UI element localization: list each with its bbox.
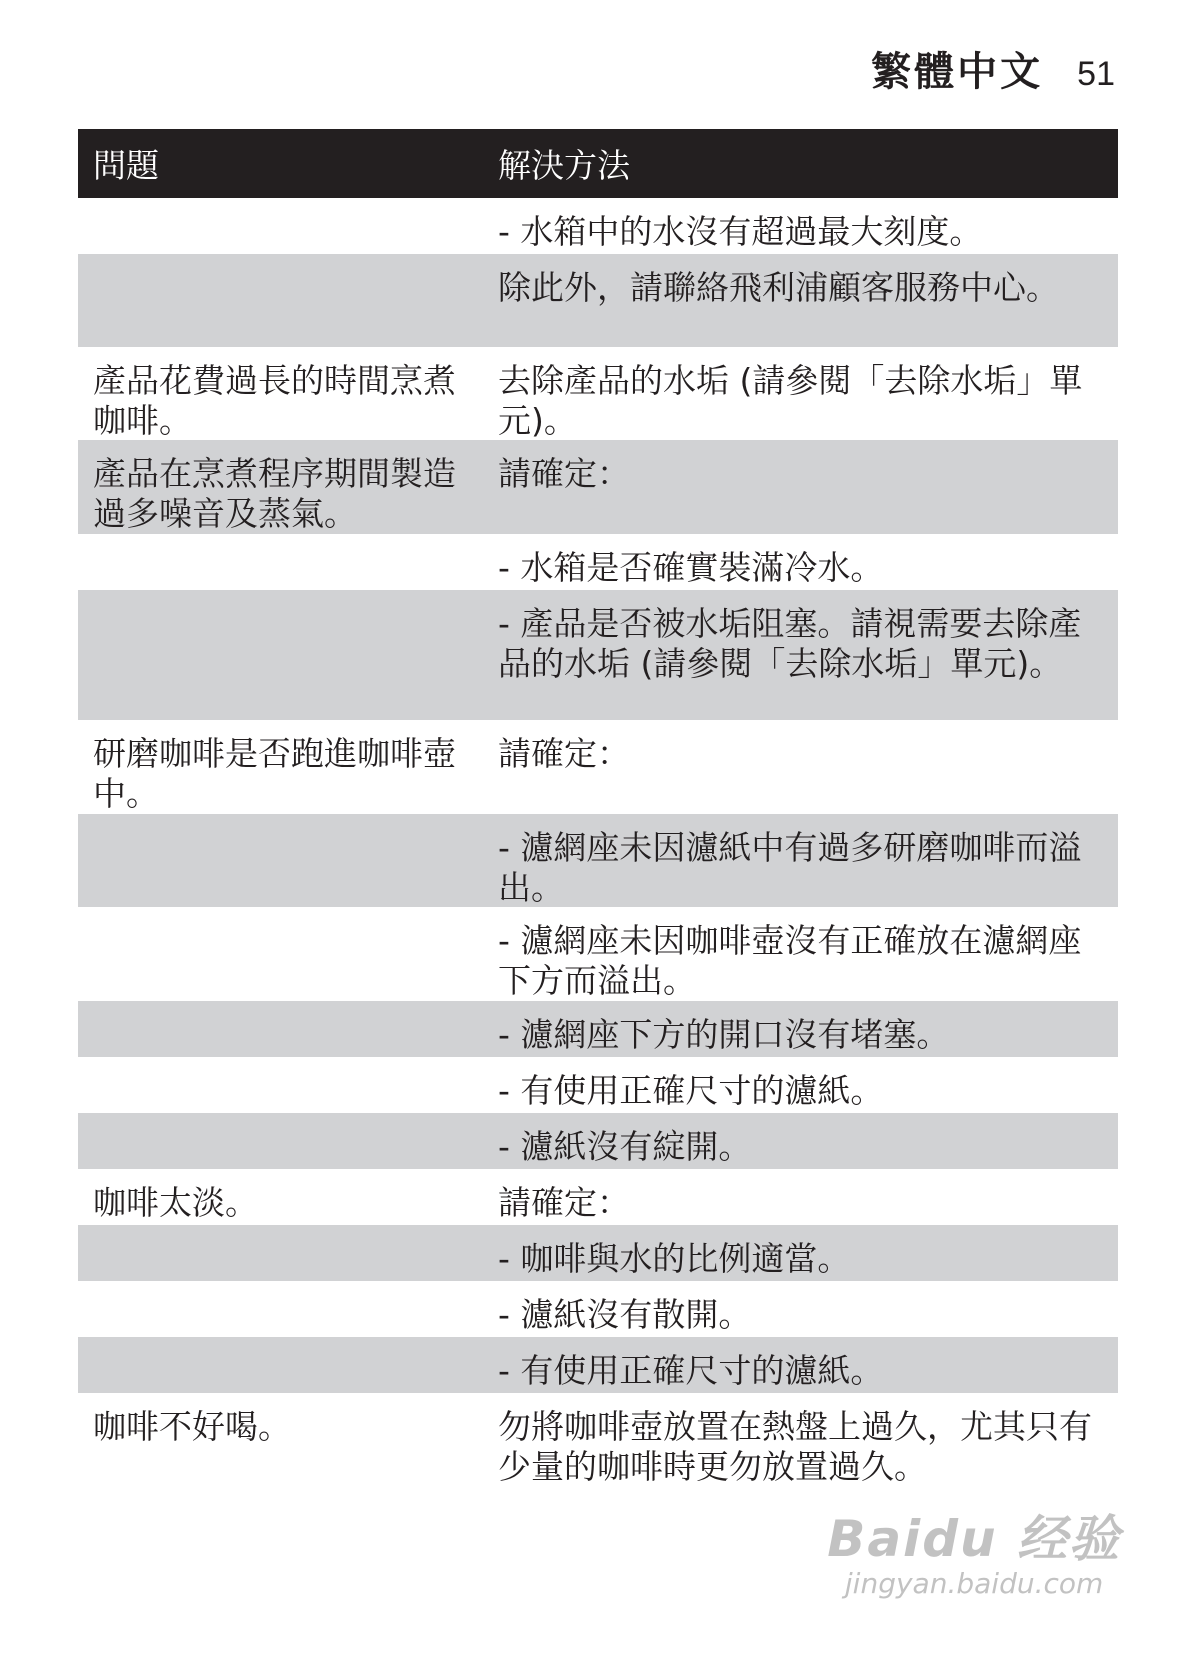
solution-cell: 請確定： (498, 454, 630, 493)
problem-cell: 咖啡不好喝。 (93, 1407, 291, 1446)
problem-cell: 產品花費過長的時間烹煮咖啡。 (93, 361, 456, 440)
table-row (78, 814, 1118, 907)
problem-cell (78, 1001, 482, 1057)
solution-cell: 請確定： (498, 734, 630, 773)
solution-cell: - 濾網座下方的開口沒有堵塞。 (498, 1015, 950, 1054)
problem-cell (78, 1225, 482, 1281)
solution-cell: - 濾網座未因咖啡壺沒有正確放在濾網座下方而溢出。 (498, 921, 1082, 1000)
solution-cell: 去除產品的水垢 (請參閱「去除水垢」單元)。 (498, 361, 1083, 440)
solution-cell: - 有使用正確尺寸的濾紙。 (498, 1071, 884, 1110)
solution-cell: - 有使用正確尺寸的濾紙。 (498, 1351, 884, 1390)
solution-cell: - 水箱是否確實裝滿冷水。 (498, 548, 884, 587)
table-row (78, 1225, 1118, 1281)
problem-cell (78, 814, 482, 907)
problem-cell: 咖啡太淡。 (93, 1183, 258, 1222)
solution-cell: 勿將咖啡壺放置在熱盤上過久，尤其只有少量的咖啡時更勿放置過久。 (498, 1407, 1092, 1486)
table-row (78, 590, 1118, 720)
solution-cell: - 濾網座未因濾紙中有過多研磨咖啡而溢出。 (498, 828, 1082, 907)
header-solution: 解決方法 (498, 146, 630, 185)
table-row (78, 440, 1118, 534)
table-row (78, 1393, 1118, 1487)
table-header (78, 129, 1118, 198)
table-row (78, 1169, 1118, 1225)
problem-cell (78, 1337, 482, 1393)
problem-cell (78, 534, 482, 590)
table-row (78, 1057, 1118, 1113)
problem-cell (78, 1113, 482, 1169)
problem-cell (78, 1057, 482, 1113)
table-row (78, 1001, 1118, 1057)
solution-cell: - 咖啡與水的比例適當。 (498, 1239, 851, 1278)
table-row (78, 254, 1118, 347)
table-row (78, 1281, 1118, 1337)
table-row (78, 198, 1118, 254)
solution-cell: 除此外，請聯絡飛利浦顧客服務中心。 (498, 268, 1059, 307)
table-row (78, 347, 1118, 440)
problem-cell (78, 590, 482, 720)
page-header (871, 40, 1115, 97)
problem-cell: 產品在烹煮程序期間製造過多噪音及蒸氣。 (93, 454, 456, 533)
header-problem: 問題 (93, 146, 159, 185)
problem-cell (78, 907, 482, 1001)
table-row (78, 907, 1118, 1001)
solution-cell: - 水箱中的水沒有超過最大刻度。 (498, 212, 983, 251)
solution-cell: - 產品是否被水垢阻塞。請視需要去除產品的水垢 (請參閱「去除水垢」單元)。 (498, 604, 1082, 683)
solution-cell: - 濾紙沒有綻開。 (498, 1127, 752, 1166)
problem-cell: 研磨咖啡是否跑進咖啡壺中。 (93, 734, 456, 813)
solution-cell: 請確定： (498, 1183, 630, 1222)
solution-cell: - 濾紙沒有散開。 (498, 1295, 752, 1334)
troubleshooting-table (78, 129, 1118, 1487)
watermark-logo: Baidu 经验 (827, 1510, 1121, 1568)
table-row (78, 720, 1118, 814)
page-number: 51 (1077, 55, 1115, 93)
problem-cell (78, 254, 482, 347)
table-row (78, 534, 1118, 590)
language-title: 繁體中文 (871, 49, 1044, 95)
table-row (78, 1337, 1118, 1393)
problem-cell (78, 1281, 482, 1337)
table-row (78, 1113, 1118, 1169)
baidu-jingyan-watermark (827, 1499, 1121, 1600)
problem-cell (78, 198, 482, 254)
watermark-url: jingyan.baidu.com (844, 1567, 1104, 1600)
